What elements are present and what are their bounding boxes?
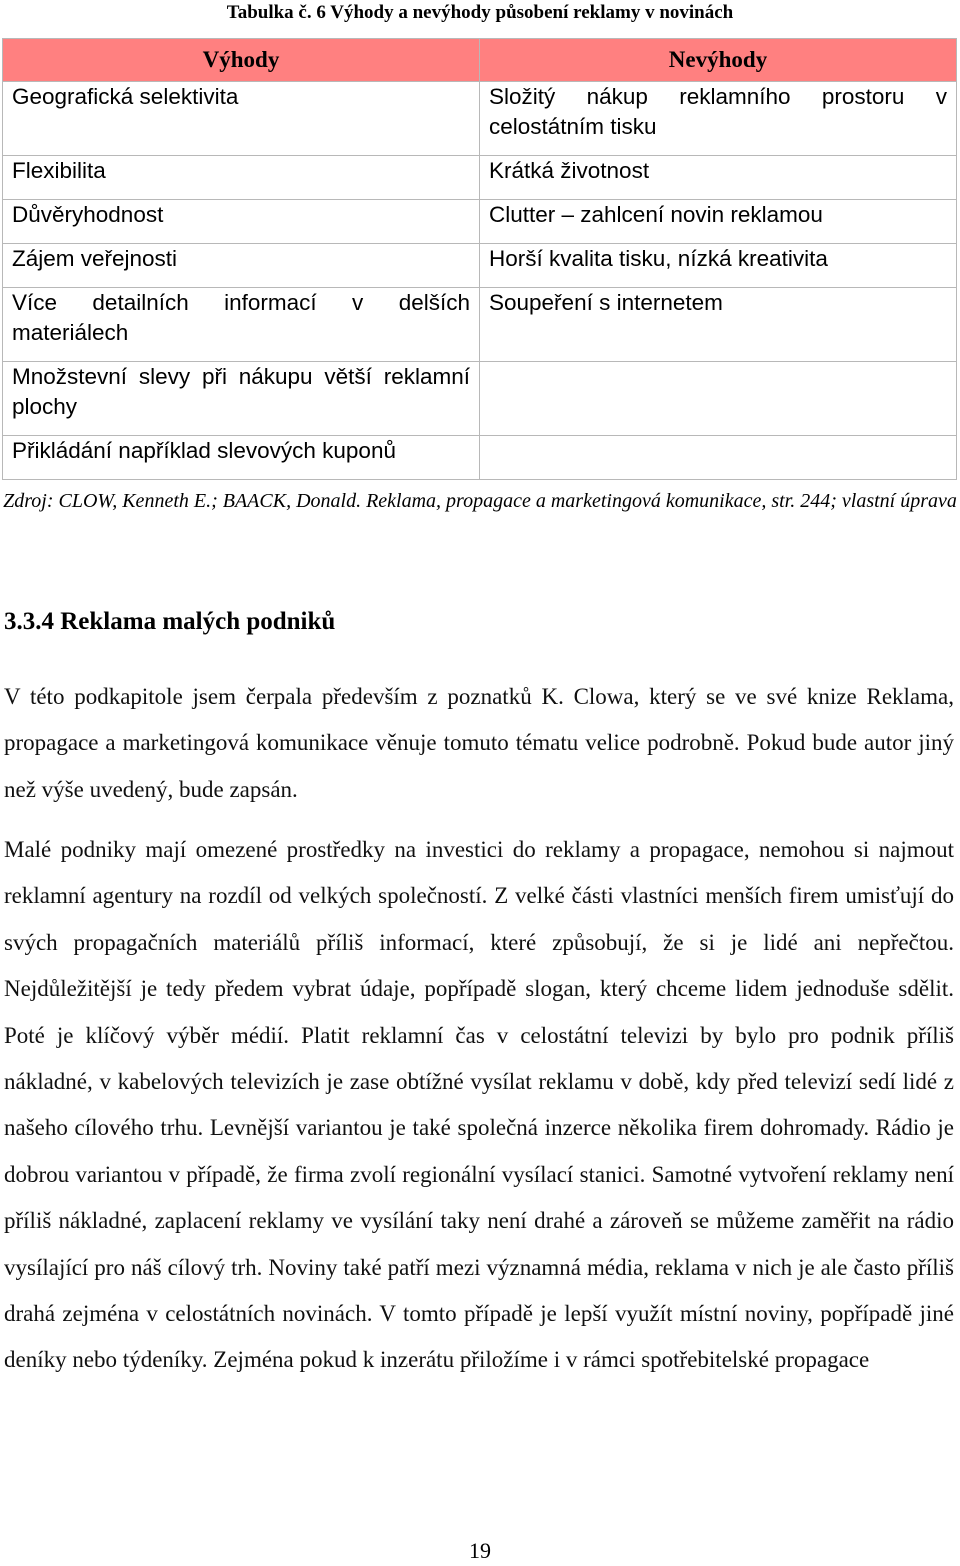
advantages-table: [2, 38, 957, 480]
table-cell: Clutter – zahlcení novin reklamou: [480, 200, 957, 244]
table-cell: [480, 362, 957, 436]
page-number: 19: [469, 1538, 491, 1563]
table-cell: [480, 436, 957, 480]
table-cell: Složitý nákup reklamního prostoru v celostátním tisku: [480, 82, 957, 156]
table-source-note: Zdroj: CLOW, Kenneth E.; BAACK, Donald. Reklama, propagace a marketingová komunikace, str. 244; vlastní úprava: [3, 490, 957, 512]
table-row: [3, 362, 957, 436]
table-cell: Zájem veřejnosti: [3, 244, 480, 288]
table-cell: Množstevní slevy při nákupu větší reklamní plochy: [3, 362, 480, 436]
table-cell: Horší kvalita tisku, nízká kreativita: [480, 244, 957, 288]
table-row: [3, 244, 957, 288]
table-row: [3, 200, 957, 244]
table-caption: Tabulka č. 6 Výhody a nevýhody působení reklamy v novinách: [226, 2, 734, 23]
table-row: [3, 82, 957, 156]
table-cell: Důvěryhodnost: [3, 200, 480, 244]
table-row: [3, 436, 957, 480]
body-paragraph: Malé podniky mají omezené prostředky na investici do reklamy a propagace, nemohou si najmout reklamní agentury na rozdíl od velkých společností. Z velké části vlastníci menších firem umisťují do svých propagačních materiálů příliš informací, které způsobují, že si je lidé ani nepřečtou. Nejdůležitější je tedy předem vybrat údaje, popřípadě slogan, který chceme lidem jednoduše sdělit. Poté je klíčový výběr médií. Platit reklamní čas v celostátní televizi by bylo pro podnik příliš nákladné, v kabelových televizích je zase obtížné vysílat reklamu v době, kdy před televizí sedí lidé z našeho cílového trhu. Levnější variantou je také společná inzerce několika firem dohromady. Rádio je dobrou variantou v případě, že firma zvolí regionální vysílací stanici. Samotné vytvoření reklamy není příliš nákladné, zaplacení reklamy ve vysílání taky není drahé a zároveň se můžeme zaměřit na rádio vysílající pro náš cílový trh. Noviny také patří mezi významná média, reklama v nich je ale často příliš drahá zejména v celostátních novinách. V tomto případě je lepší využít místní noviny, popřípadě jiné deníky nebo týdeníky. Zejména pokud k inzerátu přiložíme i v rámci spotřebitelské propagace: [4, 837, 954, 1373]
table-cell: Více detailních informací v delších materiálech: [3, 288, 480, 362]
table-header-row: [3, 39, 957, 82]
table-cell: Flexibilita: [3, 156, 480, 200]
table-row: [3, 156, 957, 200]
section-heading: 3.3.4 Reklama malých podniků: [4, 608, 336, 635]
table-cell: Krátká životnost: [480, 156, 957, 200]
table-cell: Geografická selektivita: [3, 82, 480, 156]
table-cell: Přikládání například slevových kuponů: [3, 436, 480, 480]
table-row: [3, 288, 957, 362]
body-paragraph: V této podkapitole jsem čerpala především z poznatků K. Clowa, který se ve své knize Reklama, propagace a marketingová komunikace věnuje tomuto tématu velice podrobně. Pokud bude autor jiný než výše uvedený, bude zapsán.: [4, 684, 954, 802]
column-header-disadvantages: Nevýhody: [480, 39, 957, 82]
table-cell: Soupeření s internetem: [480, 288, 957, 362]
column-header-advantages: Výhody: [3, 39, 480, 82]
